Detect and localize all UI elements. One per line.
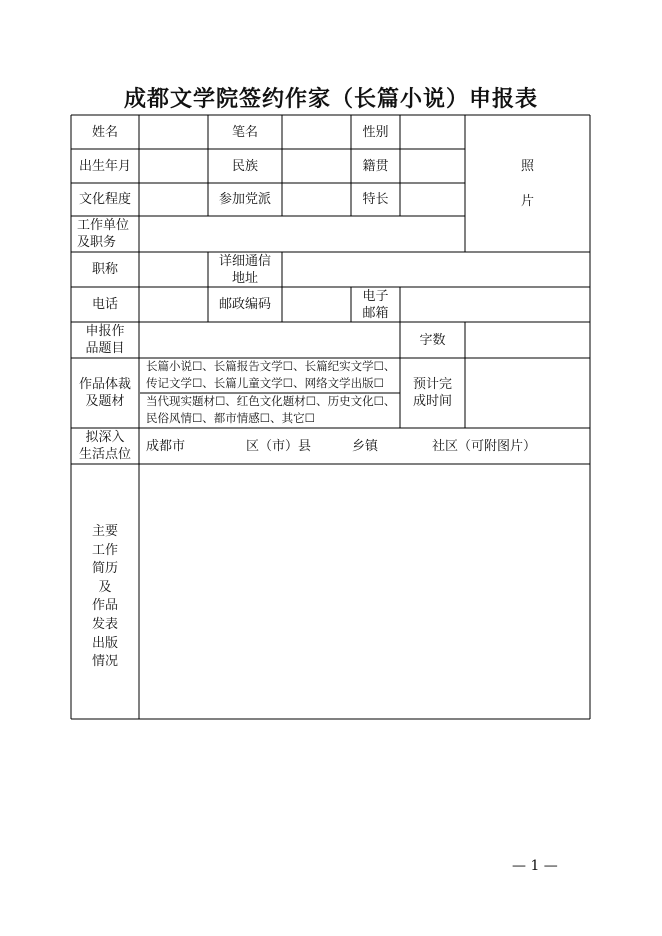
genre-line-3: 当代现实题材☐、红色文化题材☐、历史文化☐、 — [146, 394, 396, 408]
pen-name-label: 笔名 — [231, 124, 258, 140]
word-count-label: 字数 — [419, 332, 446, 348]
work-title-label-line2: 品题目 — [85, 341, 125, 356]
photo-label-1: 照 — [520, 158, 534, 174]
party-field[interactable] — [282, 183, 351, 216]
job-title-label: 职称 — [91, 262, 118, 277]
genre-options-1[interactable] — [146, 358, 395, 392]
resume-label-line4: 及 — [98, 579, 112, 595]
education-label: 文化程度 — [78, 192, 131, 207]
location-town: 乡镇 — [352, 438, 379, 454]
address-field[interactable] — [282, 252, 590, 287]
work-title-label-line1: 申报作 — [85, 324, 125, 339]
phone-label: 电话 — [91, 297, 118, 312]
genre-label-line1: 作品体裁 — [78, 377, 131, 392]
genre-options-2[interactable] — [146, 393, 395, 427]
birth-label: 出生年月 — [78, 158, 131, 174]
postcode-label: 邮政编码 — [218, 297, 271, 312]
email-label-line1: 电子 — [362, 288, 389, 304]
phone-field[interactable] — [139, 287, 208, 322]
completion-label-line2: 成时间 — [412, 394, 452, 409]
resume-label-line6: 发表 — [91, 616, 118, 632]
specialty-field[interactable] — [400, 183, 465, 216]
email-label — [351, 287, 400, 322]
form-title: 成都文学院签约作家（长篇小说）申报表 — [123, 87, 538, 112]
job-title-field[interactable] — [139, 252, 208, 287]
education-field[interactable] — [139, 183, 208, 216]
workplace-field[interactable] — [139, 216, 465, 252]
location-district: 区（市）县 — [246, 438, 312, 454]
genre-line-1: 长篇小说☐、长篇报告文学☐、长篇纪实文学☐、 — [146, 359, 396, 373]
party-label: 参加党派 — [218, 192, 271, 207]
work-title-field[interactable] — [139, 322, 400, 358]
photo-label-2: 片 — [520, 193, 534, 209]
workplace-label-line1: 工作单位 — [77, 218, 130, 233]
postcode-field[interactable] — [282, 287, 351, 322]
work-title-label — [71, 322, 139, 358]
location-label-line1: 拟深入 — [85, 430, 125, 445]
resume-label — [71, 464, 139, 719]
gender-field[interactable] — [400, 115, 465, 149]
resume-label-line1: 主要 — [91, 524, 118, 539]
pen-name-field[interactable] — [282, 115, 351, 149]
name-label: 姓名 — [91, 124, 118, 140]
email-label-line2: 邮箱 — [362, 305, 389, 321]
birth-field[interactable] — [139, 149, 208, 183]
workplace-label-line2: 及职务 — [77, 235, 117, 250]
ethnicity-field[interactable] — [282, 149, 351, 183]
location-community: 社区（可附图片） — [432, 438, 537, 454]
gender-label: 性别 — [362, 124, 389, 140]
name-field[interactable] — [139, 115, 208, 149]
resume-label-line2: 工作 — [91, 542, 118, 558]
resume-label-line3: 简历 — [91, 561, 118, 577]
completion-field[interactable] — [465, 358, 590, 428]
workplace-label — [77, 216, 139, 252]
address-label-line1: 详细通信 — [218, 253, 271, 269]
origin-field[interactable] — [400, 149, 465, 183]
resume-label-line5: 作品 — [91, 598, 118, 614]
address-label — [208, 252, 282, 287]
word-count-field[interactable] — [465, 322, 590, 358]
specialty-label: 特长 — [362, 192, 389, 207]
resume-label-line8: 情况 — [91, 654, 118, 670]
genre-label — [71, 358, 139, 428]
genre-line-4: 民俗风情☐、都市情感☐、其它☐ — [146, 411, 315, 425]
email-field[interactable] — [400, 287, 590, 322]
location-field[interactable] — [139, 428, 590, 464]
location-city: 成都市 — [146, 438, 186, 454]
page-number: — 1 — — [512, 858, 558, 874]
completion-label — [400, 358, 465, 428]
genre-label-line2: 及题材 — [85, 394, 125, 409]
resume-field[interactable] — [139, 464, 590, 719]
completion-label-line1: 预计完 — [412, 377, 452, 392]
ethnicity-label: 民族 — [231, 158, 258, 174]
location-label — [71, 428, 139, 464]
location-label-line2: 生活点位 — [78, 447, 131, 462]
photo-area[interactable] — [465, 115, 590, 252]
genre-line-2: 传记文学☐、长篇儿童文学☐、网络文学出版☐ — [146, 376, 384, 390]
address-label-line2: 地址 — [231, 270, 258, 286]
resume-label-line7: 出版 — [91, 635, 118, 651]
origin-label: 籍贯 — [362, 158, 389, 174]
